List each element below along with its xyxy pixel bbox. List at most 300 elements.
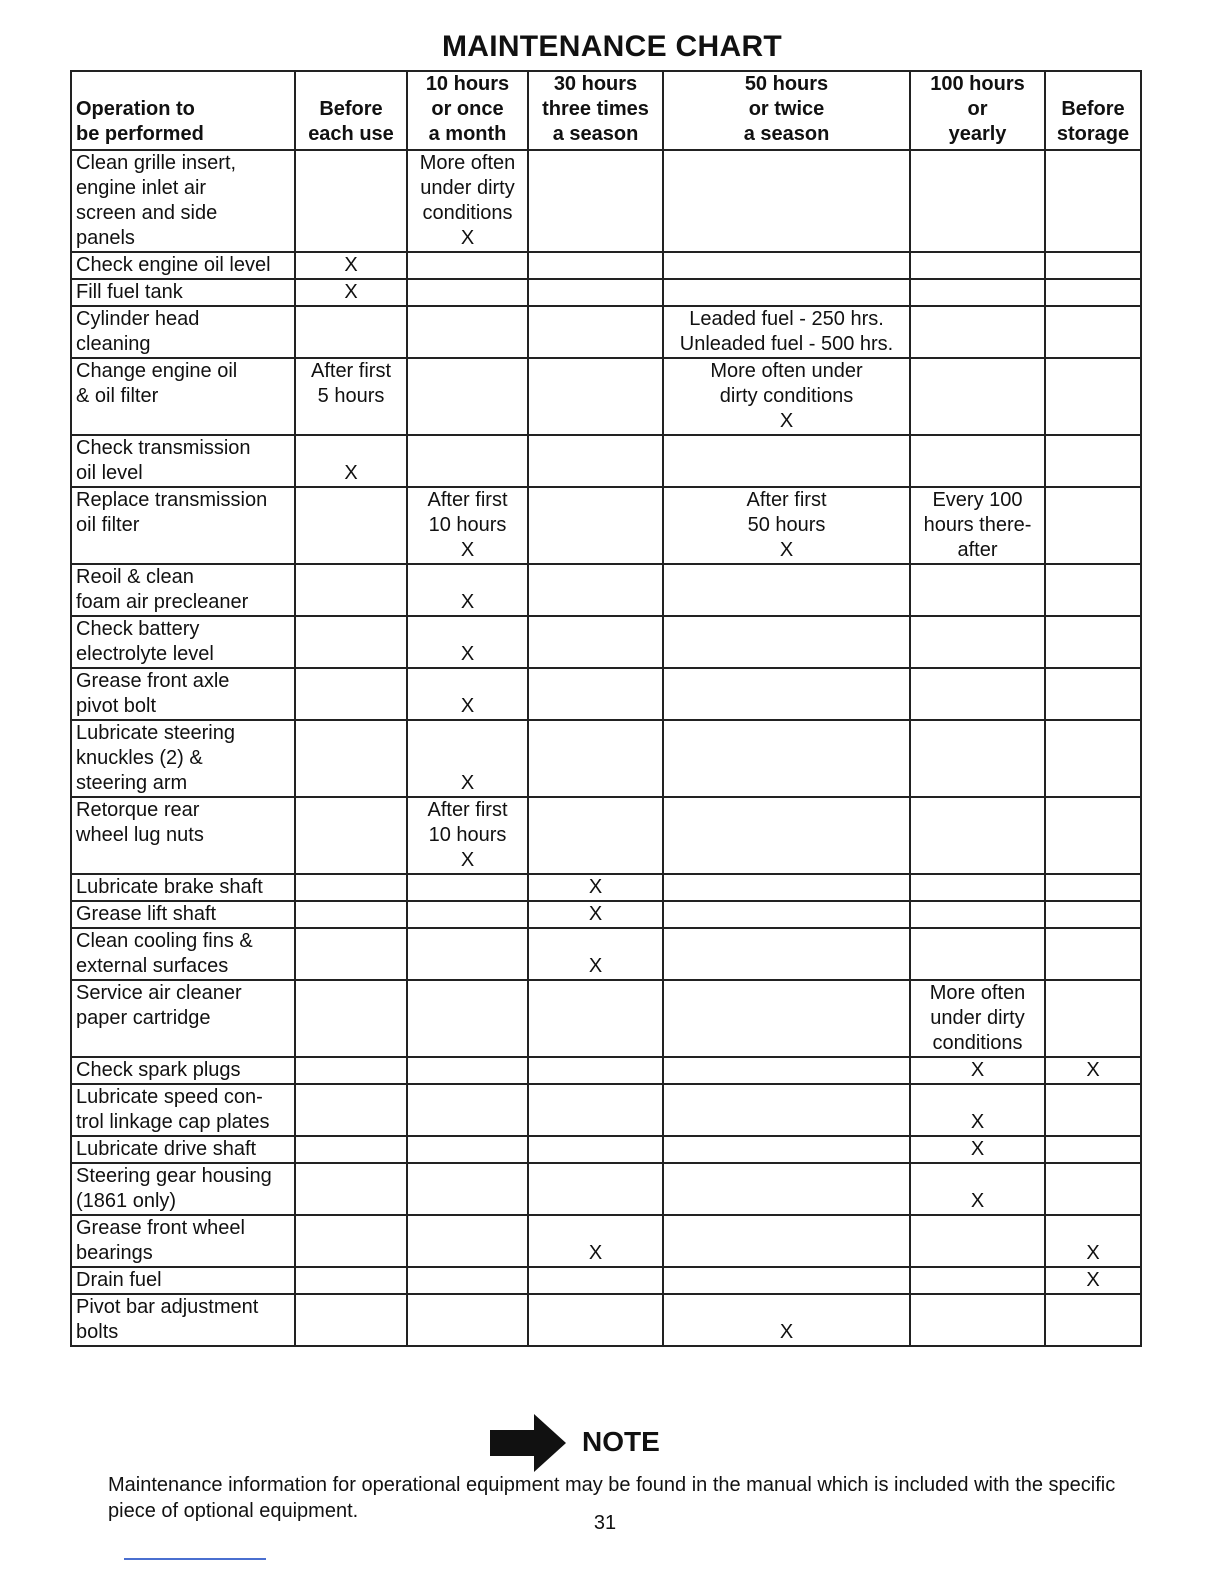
column-header-3	[528, 71, 663, 150]
cell-line: More often under	[710, 360, 863, 382]
schedule-cell	[295, 564, 407, 616]
schedule-cell	[295, 797, 407, 874]
schedule-cell	[528, 1084, 663, 1136]
operation-line	[76, 409, 290, 434]
schedule-cell	[528, 874, 663, 901]
cell-line	[533, 929, 658, 954]
schedule-cell	[528, 279, 663, 306]
table-row	[71, 901, 1141, 928]
column-header-2	[407, 71, 528, 150]
schedule-cell	[663, 720, 910, 797]
x-mark: X	[344, 462, 358, 484]
schedule-cell	[407, 279, 528, 306]
cell-line: Every 100	[932, 489, 1023, 511]
header-line: be performed	[76, 123, 204, 145]
operation-cell	[71, 668, 295, 720]
schedule-cell	[663, 435, 910, 487]
schedule-cell	[663, 1215, 910, 1267]
table-row	[71, 150, 1141, 252]
schedule-cell	[910, 150, 1045, 252]
operation-line: electrolyte level	[76, 643, 214, 665]
x-mark: X	[1086, 1242, 1100, 1264]
schedule-cell	[528, 1163, 663, 1215]
schedule-cell	[528, 564, 663, 616]
header-line: a season	[743, 123, 830, 145]
x-mark: X	[460, 695, 475, 717]
schedule-cell	[407, 668, 528, 720]
divider-line	[124, 1558, 266, 1560]
operation-line: Grease front axle	[76, 670, 230, 692]
schedule-cell	[910, 487, 1045, 564]
column-header-1	[295, 71, 407, 150]
operation-line: Steering gear housing	[76, 1165, 272, 1187]
schedule-cell	[663, 1267, 910, 1294]
operation-line: Cylinder head	[76, 308, 200, 330]
schedule-cell	[1045, 928, 1141, 980]
operation-line: Retorque rear	[76, 799, 200, 821]
schedule-cell	[1045, 1267, 1141, 1294]
table-row	[71, 358, 1141, 435]
operation-line: Lubricate steering	[76, 722, 235, 744]
operation-line: bolts	[76, 1321, 119, 1343]
operation-line: Clean cooling fins &	[76, 930, 253, 952]
table-row	[71, 1163, 1141, 1215]
operation-cell	[71, 1267, 295, 1294]
table-body	[71, 150, 1141, 1346]
schedule-cell	[295, 720, 407, 797]
schedule-cell	[407, 150, 528, 252]
schedule-cell	[528, 1136, 663, 1163]
schedule-cell	[663, 1163, 910, 1215]
schedule-cell	[528, 901, 663, 928]
schedule-cell	[910, 435, 1045, 487]
operation-line: external surfaces	[76, 955, 229, 977]
schedule-cell	[407, 797, 528, 874]
schedule-cell	[910, 616, 1045, 668]
cell-line: 5 hours	[317, 385, 385, 407]
operation-line: bearings	[76, 1242, 153, 1264]
x-mark: X	[460, 227, 475, 249]
header-line: 100 hours	[930, 73, 1025, 95]
schedule-cell	[528, 720, 663, 797]
operation-line: (1861 only)	[76, 1190, 177, 1212]
operation-cell	[71, 616, 295, 668]
header-line: 10 hours	[425, 73, 510, 95]
operation-line	[76, 538, 290, 563]
schedule-cell	[910, 874, 1045, 901]
table-row	[71, 616, 1141, 668]
schedule-cell	[407, 252, 528, 279]
schedule-cell	[295, 1057, 407, 1084]
operation-line: & oil filter	[76, 385, 159, 407]
maintenance-chart-table	[70, 70, 1142, 1347]
note-callout	[490, 1414, 690, 1470]
cell-line: 50 hours	[747, 514, 826, 536]
x-mark: X	[588, 876, 603, 898]
note-text: Maintenance information for operational equipment may be found in the manual which is included with the specific piece of optional equipment.	[108, 1474, 1116, 1522]
cell-line: under dirty	[420, 177, 515, 199]
operation-line: screen and side	[76, 202, 218, 224]
x-mark: X	[970, 1190, 985, 1212]
header-line: Operation to	[76, 98, 195, 120]
note-label: NOTE	[582, 1426, 660, 1457]
schedule-cell	[663, 928, 910, 980]
x-mark: X	[588, 955, 603, 977]
schedule-cell	[910, 1215, 1045, 1267]
schedule-cell	[663, 1057, 910, 1084]
schedule-cell	[295, 980, 407, 1057]
schedule-cell	[528, 306, 663, 358]
schedule-cell	[663, 1084, 910, 1136]
cell-line: After first	[746, 489, 827, 511]
schedule-cell	[528, 616, 663, 668]
schedule-cell	[910, 1267, 1045, 1294]
operation-line: Pivot bar adjustment	[76, 1296, 259, 1318]
x-mark: X	[970, 1111, 985, 1133]
schedule-cell	[295, 928, 407, 980]
cell-line	[533, 1216, 658, 1241]
cell-line	[668, 1295, 905, 1320]
operation-cell	[71, 928, 295, 980]
schedule-cell	[407, 435, 528, 487]
cell-line	[412, 617, 523, 642]
operation-cell	[71, 797, 295, 874]
x-mark: X	[588, 1242, 603, 1264]
operation-line: panels	[76, 227, 135, 249]
schedule-cell	[295, 306, 407, 358]
operation-cell	[71, 1084, 295, 1136]
operation-cell	[71, 150, 295, 252]
schedule-cell	[407, 928, 528, 980]
operation-line: Grease front wheel	[76, 1217, 245, 1239]
operation-line: Replace transmission	[76, 489, 268, 511]
x-mark: X	[460, 849, 475, 871]
cell-line: More often	[929, 982, 1026, 1004]
schedule-cell	[528, 358, 663, 435]
schedule-cell	[663, 150, 910, 252]
cell-line: Unleaded fuel - 500 hrs.	[679, 333, 894, 355]
schedule-cell	[663, 668, 910, 720]
table-row	[71, 980, 1141, 1057]
schedule-cell	[295, 901, 407, 928]
schedule-cell	[528, 435, 663, 487]
operation-line: Check spark plugs	[76, 1059, 241, 1081]
schedule-cell	[663, 252, 910, 279]
schedule-cell	[1045, 1057, 1141, 1084]
operation-line: Lubricate brake shaft	[76, 876, 263, 898]
x-mark: X	[344, 281, 358, 303]
schedule-cell	[910, 928, 1045, 980]
cell-line	[412, 669, 523, 694]
cell-line: dirty conditions	[719, 385, 854, 407]
page-title: MAINTENANCE CHART	[441, 30, 783, 63]
x-mark: X	[779, 1321, 794, 1343]
operation-cell	[71, 564, 295, 616]
header-line: Before	[319, 98, 383, 120]
operation-line: oil level	[76, 462, 143, 484]
schedule-cell	[910, 980, 1045, 1057]
schedule-cell	[663, 1294, 910, 1346]
table-row	[71, 306, 1141, 358]
x-mark: X	[460, 643, 475, 665]
schedule-cell	[528, 797, 663, 874]
operation-cell	[71, 435, 295, 487]
schedule-cell	[528, 1057, 663, 1084]
schedule-cell	[528, 928, 663, 980]
cell-line	[300, 436, 402, 461]
table-row	[71, 874, 1141, 901]
schedule-cell	[295, 616, 407, 668]
table-row	[71, 928, 1141, 980]
schedule-cell	[407, 1057, 528, 1084]
operation-line: oil filter	[76, 514, 140, 536]
header-line: a season	[552, 123, 639, 145]
table-row	[71, 1057, 1141, 1084]
schedule-cell	[295, 1136, 407, 1163]
header-line: 50 hours	[744, 73, 829, 95]
operation-cell	[71, 358, 295, 435]
table-row	[71, 1084, 1141, 1136]
schedule-cell	[407, 564, 528, 616]
schedule-cell	[407, 306, 528, 358]
table-row	[71, 720, 1141, 797]
header-line: 30 hours	[553, 73, 638, 95]
operation-line: Grease lift shaft	[76, 903, 217, 925]
header-line: Before	[1061, 98, 1125, 120]
operation-line: Lubricate drive shaft	[76, 1138, 257, 1160]
cell-line	[412, 721, 523, 746]
cell-line: After first	[310, 360, 391, 382]
schedule-cell	[910, 252, 1045, 279]
x-mark: X	[779, 410, 794, 432]
cell-line: conditions	[422, 202, 513, 224]
schedule-cell	[910, 1057, 1045, 1084]
schedule-cell	[295, 150, 407, 252]
operation-line: cleaning	[76, 333, 151, 355]
schedule-cell	[295, 279, 407, 306]
cell-line: conditions	[932, 1032, 1023, 1054]
schedule-cell	[295, 1294, 407, 1346]
table-row	[71, 1215, 1141, 1267]
operation-cell	[71, 874, 295, 901]
operation-cell	[71, 1057, 295, 1084]
schedule-cell	[663, 980, 910, 1057]
schedule-cell	[528, 1294, 663, 1346]
operation-cell	[71, 279, 295, 306]
header-line: three times	[542, 98, 649, 120]
schedule-cell	[407, 901, 528, 928]
header-line: storage	[1056, 123, 1130, 145]
column-header-operation	[71, 71, 295, 150]
x-mark: X	[1086, 1059, 1100, 1081]
header-line: a month	[428, 123, 507, 145]
schedule-cell	[1045, 435, 1141, 487]
schedule-cell	[295, 358, 407, 435]
x-mark: X	[779, 539, 794, 561]
cell-line: under dirty	[930, 1007, 1025, 1029]
table-row	[71, 668, 1141, 720]
schedule-cell	[295, 874, 407, 901]
operation-line: trol linkage cap plates	[76, 1111, 270, 1133]
x-mark: X	[588, 903, 603, 925]
cell-line: hours there-	[923, 514, 1032, 536]
cell-line	[915, 1085, 1040, 1110]
schedule-cell	[663, 616, 910, 668]
cell-line	[412, 746, 523, 771]
cell-line: 10 hours	[428, 824, 507, 846]
table-row	[71, 1294, 1141, 1346]
schedule-cell	[407, 720, 528, 797]
operation-line: wheel lug nuts	[76, 824, 204, 846]
schedule-cell	[663, 1136, 910, 1163]
schedule-cell	[910, 720, 1045, 797]
schedule-cell	[528, 252, 663, 279]
schedule-cell	[910, 306, 1045, 358]
schedule-cell	[910, 279, 1045, 306]
table-row	[71, 435, 1141, 487]
schedule-cell	[663, 901, 910, 928]
schedule-cell	[663, 279, 910, 306]
schedule-cell	[663, 306, 910, 358]
operation-line: Reoil & clean	[76, 566, 194, 588]
operation-line: Fill fuel tank	[76, 281, 183, 303]
schedule-cell	[663, 797, 910, 874]
operation-line: Service air cleaner	[76, 982, 242, 1004]
schedule-cell	[910, 1136, 1045, 1163]
schedule-cell	[1045, 1294, 1141, 1346]
operation-line: Lubricate speed con-	[76, 1086, 263, 1108]
schedule-cell	[528, 487, 663, 564]
operation-line: knuckles (2) &	[76, 747, 203, 769]
schedule-cell	[1045, 874, 1141, 901]
schedule-cell	[1045, 1163, 1141, 1215]
schedule-cell	[910, 1163, 1045, 1215]
schedule-cell	[295, 252, 407, 279]
operation-cell	[71, 1294, 295, 1346]
schedule-cell	[407, 980, 528, 1057]
operation-cell	[71, 1136, 295, 1163]
schedule-cell	[1045, 150, 1141, 252]
operation-cell	[71, 487, 295, 564]
cell-line: After first	[427, 799, 508, 821]
x-mark: X	[344, 254, 358, 276]
schedule-cell	[407, 1294, 528, 1346]
schedule-cell	[295, 1215, 407, 1267]
x-mark: X	[460, 591, 475, 613]
table-row	[71, 279, 1141, 306]
operation-line: pivot bolt	[76, 695, 157, 717]
schedule-cell	[1045, 487, 1141, 564]
schedule-cell	[407, 1084, 528, 1136]
table-row	[71, 1136, 1141, 1163]
table-row	[71, 564, 1141, 616]
schedule-cell	[663, 564, 910, 616]
schedule-cell	[528, 980, 663, 1057]
schedule-cell	[295, 435, 407, 487]
schedule-cell	[1045, 358, 1141, 435]
cell-line: More often	[419, 152, 516, 174]
schedule-cell	[407, 1267, 528, 1294]
schedule-cell	[1045, 980, 1141, 1057]
schedule-cell	[910, 797, 1045, 874]
operation-cell	[71, 1163, 295, 1215]
schedule-cell	[1045, 1215, 1141, 1267]
header-line: each use	[308, 123, 394, 145]
schedule-cell	[1045, 564, 1141, 616]
schedule-cell	[407, 487, 528, 564]
operation-cell	[71, 980, 295, 1057]
operation-line: Check transmission	[76, 437, 251, 459]
operation-line: Clean grille insert,	[76, 152, 237, 174]
column-header-4	[663, 71, 910, 150]
operation-line: steering arm	[76, 772, 188, 794]
header-line: yearly	[948, 123, 1007, 145]
schedule-cell	[295, 1267, 407, 1294]
schedule-cell	[1045, 616, 1141, 668]
operation-line: Check battery	[76, 618, 200, 640]
schedule-cell	[910, 358, 1045, 435]
table-row	[71, 797, 1141, 874]
operation-cell	[71, 720, 295, 797]
schedule-cell	[910, 564, 1045, 616]
schedule-cell	[1045, 901, 1141, 928]
schedule-cell	[407, 1163, 528, 1215]
header-line: or	[967, 98, 988, 120]
schedule-cell	[910, 901, 1045, 928]
page-number: 31	[593, 1512, 617, 1534]
schedule-cell	[663, 874, 910, 901]
schedule-cell	[1045, 1136, 1141, 1163]
x-mark: X	[970, 1059, 985, 1081]
schedule-cell	[295, 668, 407, 720]
schedule-cell	[528, 1267, 663, 1294]
column-header-6	[1045, 71, 1141, 150]
arrow-icon	[490, 1430, 536, 1456]
operation-line	[76, 848, 290, 873]
schedule-cell	[663, 358, 910, 435]
operation-line: Drain fuel	[76, 1269, 162, 1291]
schedule-cell	[407, 616, 528, 668]
operation-line	[76, 1031, 290, 1056]
schedule-cell	[1045, 668, 1141, 720]
schedule-cell	[1045, 720, 1141, 797]
schedule-cell	[1045, 306, 1141, 358]
x-mark: X	[460, 772, 475, 794]
cell-line	[1050, 1216, 1136, 1241]
schedule-cell	[295, 1084, 407, 1136]
schedule-cell	[407, 1215, 528, 1267]
schedule-cell	[1045, 279, 1141, 306]
operation-cell	[71, 252, 295, 279]
schedule-cell	[295, 1163, 407, 1215]
schedule-cell	[528, 150, 663, 252]
schedule-cell	[407, 1136, 528, 1163]
schedule-cell	[910, 1084, 1045, 1136]
cell-line	[915, 1164, 1040, 1189]
cell-line: Leaded fuel - 250 hrs.	[689, 308, 884, 330]
operation-line: engine inlet air	[76, 177, 207, 199]
arrow-head-icon	[534, 1414, 566, 1472]
table-header-row	[71, 71, 1141, 150]
header-line: or twice	[748, 98, 825, 120]
x-mark: X	[1086, 1269, 1100, 1291]
schedule-cell	[910, 1294, 1045, 1346]
cell-line: 10 hours	[428, 514, 507, 536]
x-mark: X	[970, 1138, 985, 1160]
schedule-cell	[295, 487, 407, 564]
operation-line: foam air precleaner	[76, 591, 249, 613]
operation-cell	[71, 901, 295, 928]
